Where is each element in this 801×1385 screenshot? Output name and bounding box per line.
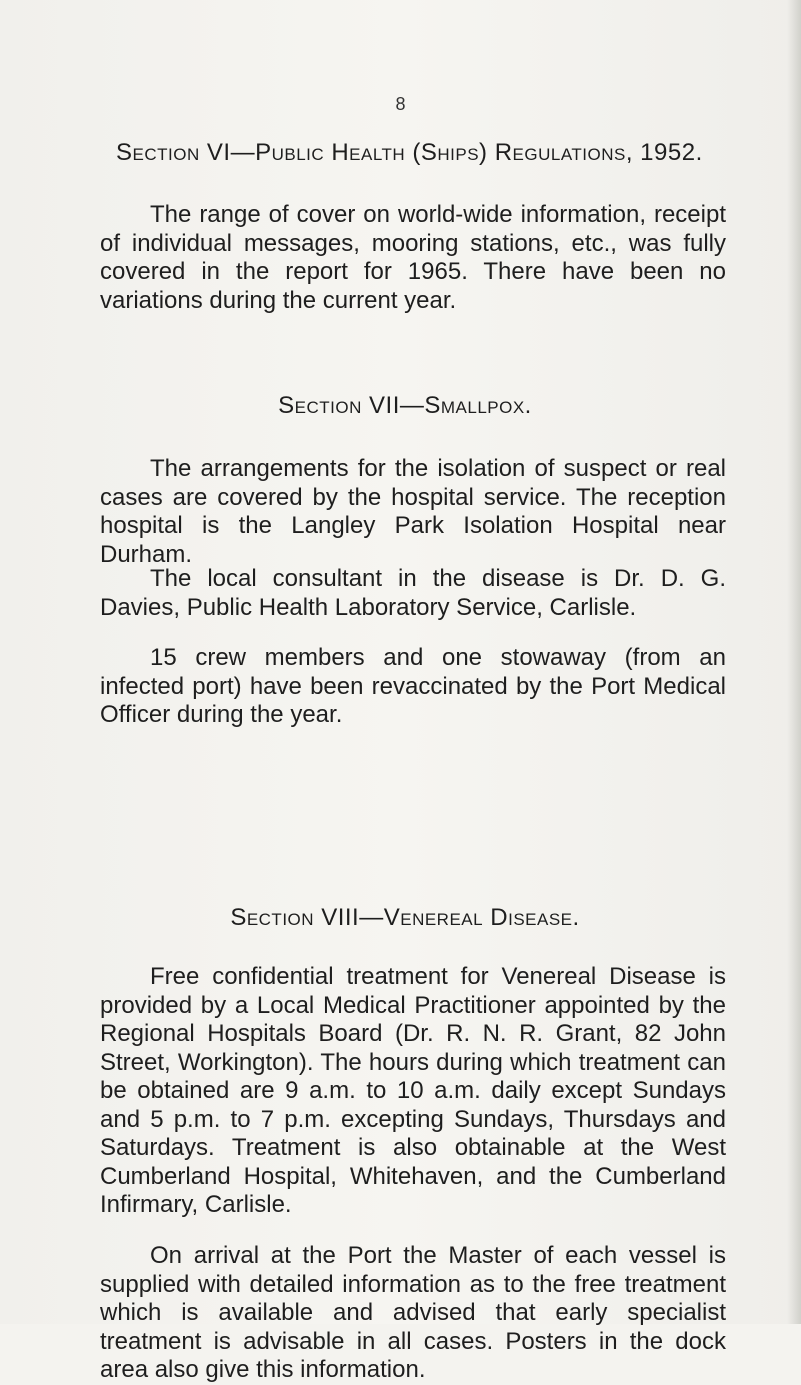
- section-vi-heading: Section VI—Public Health (Ships) Regulations, 1952.: [116, 139, 703, 166]
- section-viii-heading: Section VIII—Venereal Disease.: [230, 904, 580, 931]
- section-vi-paragraph-1: The range of cover on world-wide information, receipt of individual messages, mooring stations, etc., was fully covered in the report for 1965. There have been no variations during the current year.: [100, 201, 726, 314]
- page-number: 8: [395, 94, 406, 114]
- section-viii-paragraph-2: On arrival at the Port the Master of each vessel is supplied with detailed information as to the free treatment which is available and advised that early specialist treatment is advisable in all cases. Posters in the dock area also give this information.: [100, 1242, 726, 1383]
- section-vii-heading: Section VII—Smallpox.: [278, 392, 532, 419]
- section-vii-paragraph-1: The arrangements for the isolation of suspect or real cases are covered by the hospital service. The reception hospital is the Langley Park Isolation Hospital near Durham.: [100, 455, 726, 568]
- section-vii-paragraph-3: 15 crew members and one stowaway (from an infected port) have been revaccinated by the Port Medical Officer during the year.: [100, 644, 726, 728]
- section-viii-paragraph-1: Free confidential treatment for Venereal Disease is provided by a Local Medical Practitioner appointed by the Regional Hospitals Board (Dr. R. N. R. Grant, 82 John Street, Workington). The hours during which treatment can be obtained are 9 a.m. to 10 a.m. daily except Sundays and 5 p.m. to 7 p.m. excepting Sundays, Thursdays and Saturdays. Treatment is also obtainable at the West Cumberland Hospital, Whitehaven, and the Cumberland Infirmary, Carlisle.: [100, 963, 726, 1218]
- page-edge-shadow: [787, 0, 801, 1324]
- section-vii-paragraph-2: The local consultant in the disease is Dr. D. G. Davies, Public Health Laboratory Service, Carlisle.: [100, 565, 726, 621]
